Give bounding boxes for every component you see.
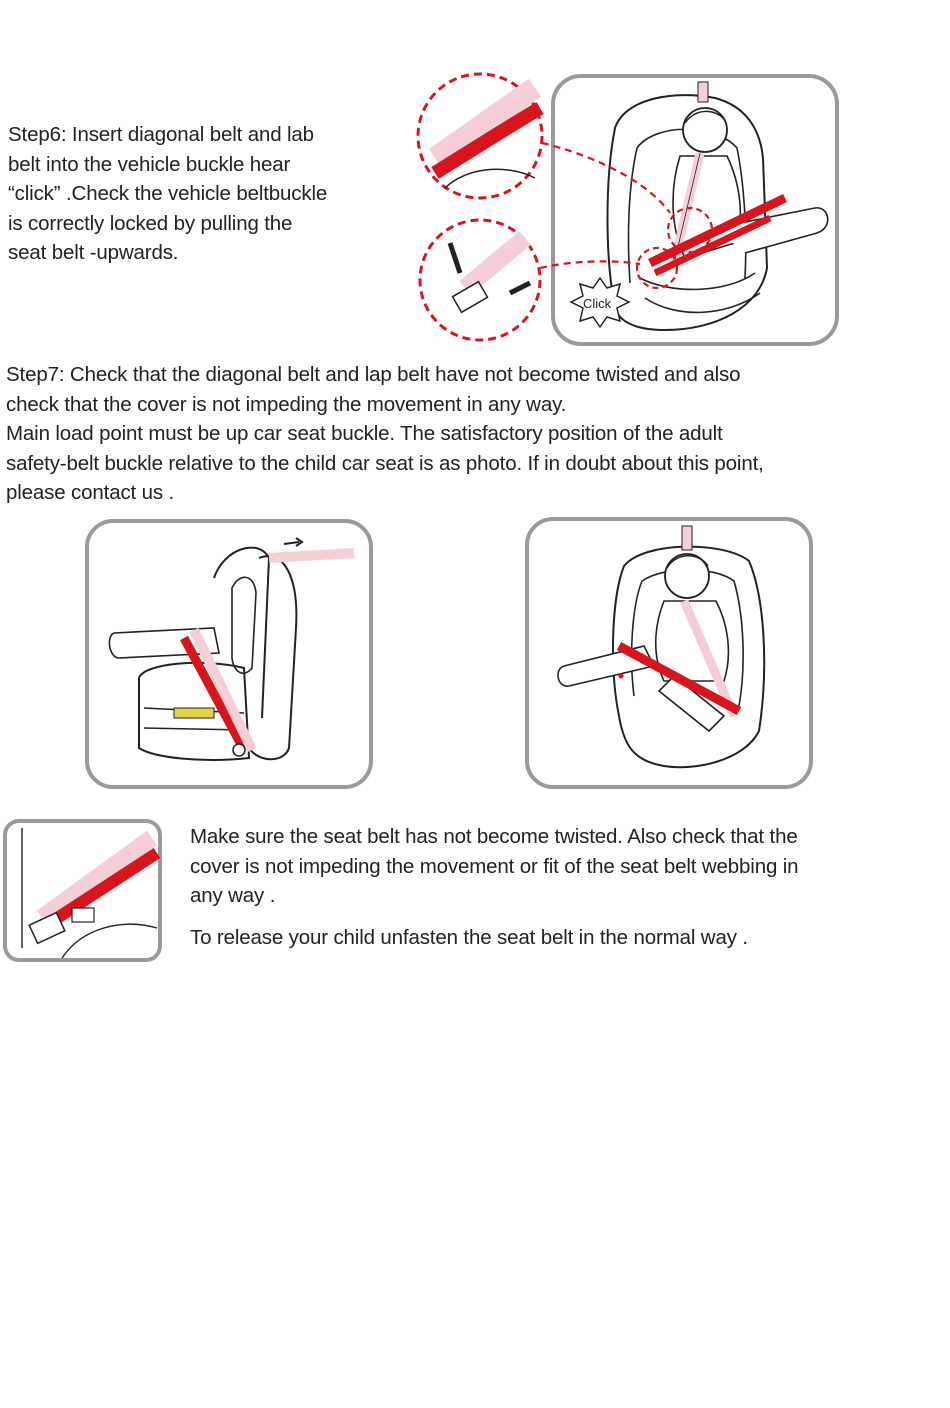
belt-closeup-illustration xyxy=(2,818,164,964)
step7-line: safety-belt buckle relative to the child car seat is as photo. If in doubt about this point, xyxy=(6,451,764,475)
side-view-illustration xyxy=(84,518,376,792)
step6-line: is correctly locked by pulling the xyxy=(8,211,293,235)
step6-line: belt into the vehicle buckle hear xyxy=(8,152,291,176)
note-line: cover is not impeding the movement or fit of the seat belt webbing in xyxy=(190,854,799,878)
note-line: Make sure the seat belt has not become twisted. Also check that the xyxy=(190,825,798,848)
step7-line: please contact us . xyxy=(6,481,175,504)
step7-text xyxy=(6,360,764,508)
note-text xyxy=(190,822,798,952)
click-label: Click xyxy=(583,296,612,311)
step6-line: seat belt -upwards. xyxy=(8,241,179,264)
note-line: any way . xyxy=(190,884,276,907)
step6-line: “click” .Check the vehicle beltbuckle xyxy=(8,182,328,205)
step6-text xyxy=(8,120,327,268)
step7-line: Main load point must be up car seat buckle. The satisfactory position of the adult xyxy=(6,422,723,445)
release-line: To release your child unfasten the seat belt in the normal way . xyxy=(190,925,748,949)
step7-line: Step7: Check that the diagonal belt and lap belt have not become twisted and also xyxy=(6,363,741,386)
step6-illustration xyxy=(415,68,845,348)
step6-line: Step6: Insert diagonal belt and lab xyxy=(8,123,314,146)
step7-line: check that the cover is not impeding the movement in any way. xyxy=(6,392,567,416)
front-view-illustration xyxy=(524,516,816,792)
